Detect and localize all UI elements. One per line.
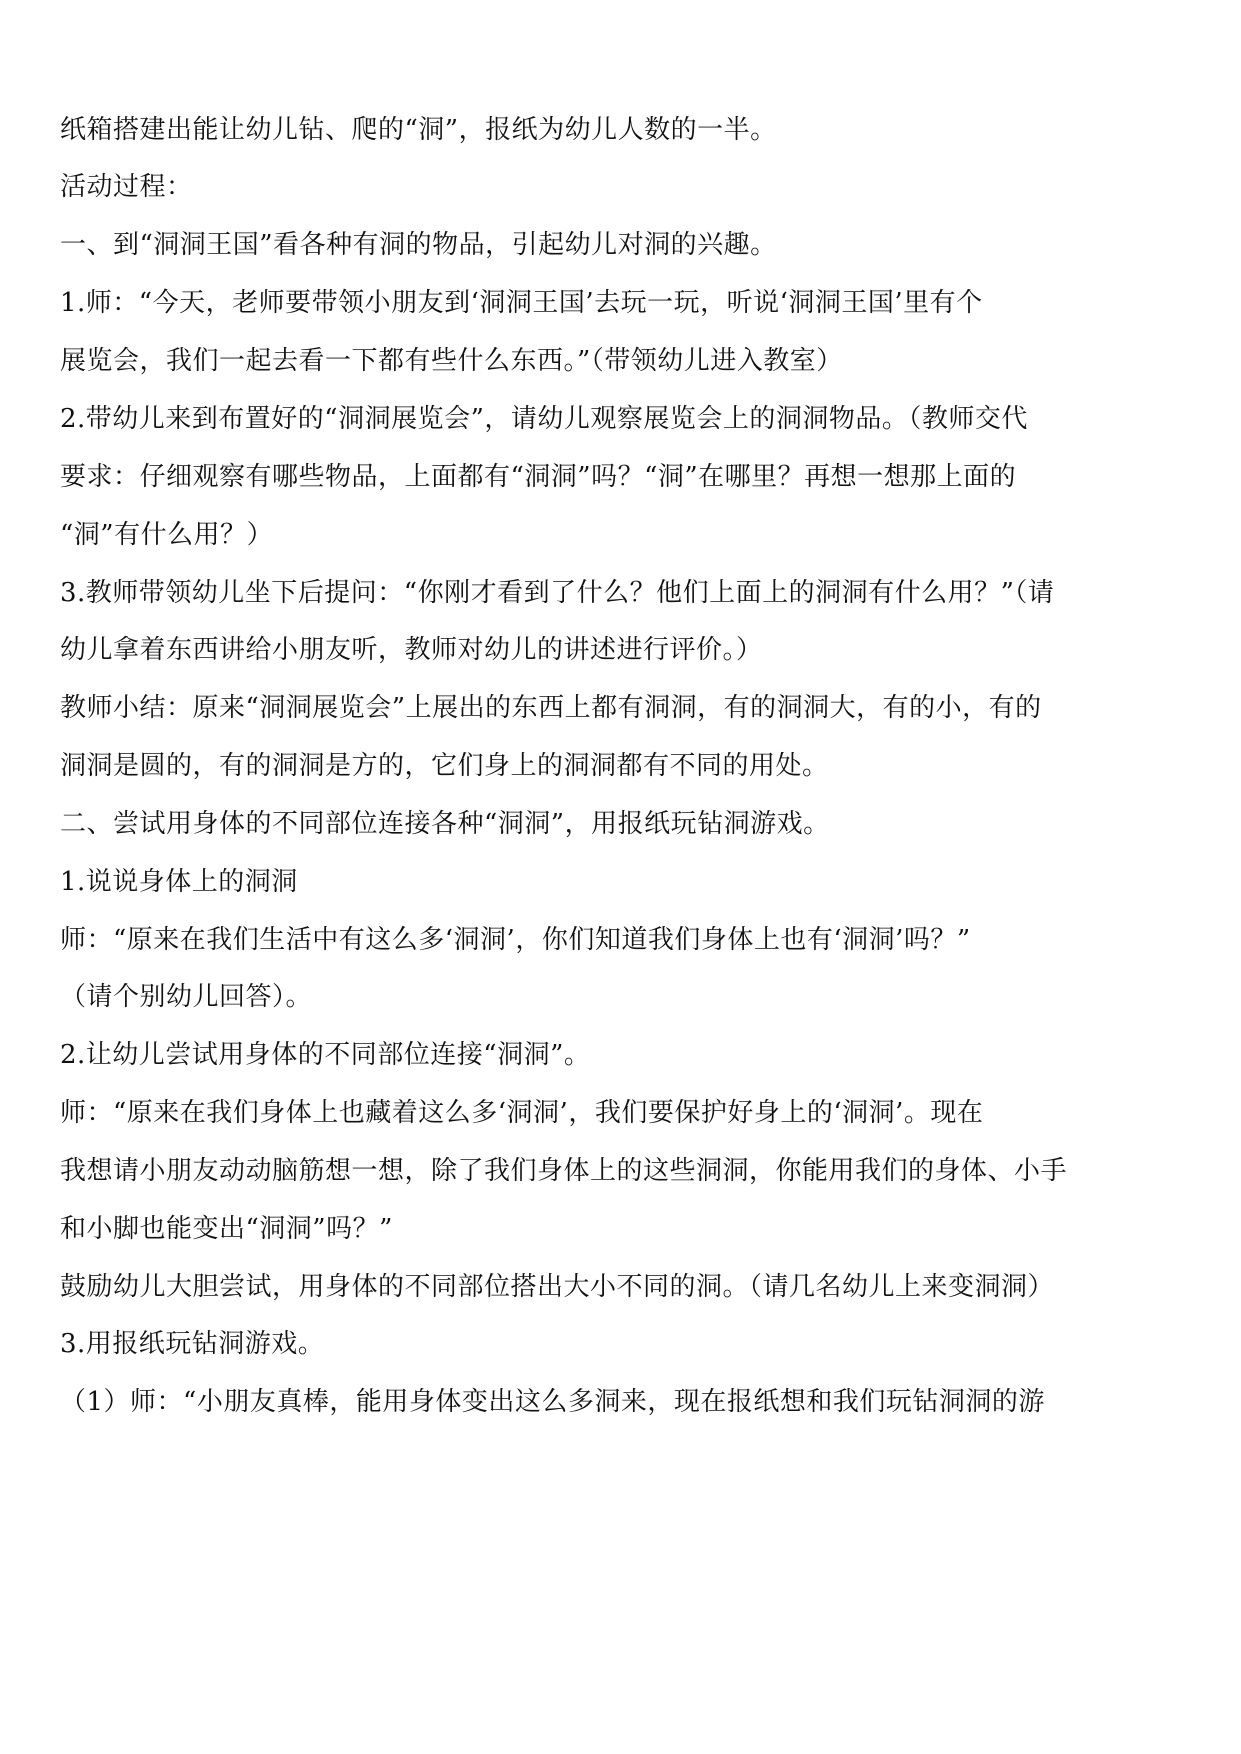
text-line: “洞”有什么用？） [60, 520, 274, 550]
text-line: 要求：仔细观察有哪些物品，上面都有“洞洞”吗？“洞”在哪里？再想一想那上面的 [60, 462, 1017, 492]
text-line: 2.让幼儿尝试用身体的不同部位连接“洞洞”。 [60, 1040, 591, 1070]
text-line: 活动过程： [60, 172, 193, 202]
text-line: 我想请小朋友动动脑筋想一想，除了我们身体上的这些洞洞，你能用我们的身体、小手 [60, 1156, 1068, 1186]
text-line: 师：“原来在我们生活中有这么多‘洞洞’，你们知道我们身体上也有‘洞洞’吗？” [60, 925, 971, 955]
text-line: 1.说说身体上的洞洞 [60, 867, 298, 897]
text-line: 一、到“洞洞王国”看各种有洞的物品，引起幼儿对洞的兴趣。 [60, 230, 777, 260]
text-line: 教师小结：原来“洞洞展览会”上展出的东西上都有洞洞，有的洞洞大，有的小，有的 [60, 693, 1042, 723]
text-line: （1）师：“小朋友真棒，能用身体变出这么多洞来，现在报纸想和我们玩钻洞洞的游 [60, 1387, 1045, 1417]
text-line: 纸箱搭建出能让幼儿钻、爬的“洞”，报纸为幼儿人数的一半。 [60, 115, 777, 145]
text-line: 3.用报纸玩钻洞游戏。 [60, 1329, 325, 1359]
text-line: 洞洞是圆的，有的洞洞是方的，它们身上的洞洞都有不同的用处。 [60, 751, 829, 781]
text-line: 2.带幼儿来到布置好的“洞洞展览会”，请幼儿观察展览会上的洞洞物品。（教师交代 [60, 404, 1028, 434]
text-line: 1.师：“今天，老师要带领小朋友到‘洞洞王国’去玩一玩，听说‘洞洞王国’里有个 [60, 288, 983, 318]
text-line: 二、尝试用身体的不同部位连接各种“洞洞”，用报纸玩钻洞游戏。 [60, 809, 830, 839]
text-line: 3.教师带领幼儿坐下后提问：“你刚才看到了什么？他们上面上的洞洞有什么用？”（请 [60, 578, 1055, 608]
text-line: 和小脚也能变出“洞洞”吗？” [60, 1214, 393, 1244]
text-line: 师：“原来在我们身体上也藏着这么多‘洞洞’，我们要保护好身上的‘洞洞’。现在 [60, 1098, 984, 1128]
text-line: 展览会，我们一起去看一下都有些什么东西。”（带领幼儿进入教室） [60, 346, 843, 376]
text-line: 幼儿拿着东西讲给小朋友听，教师对幼儿的讲述进行评价。） [60, 635, 763, 665]
text-line: 鼓励幼儿大胆尝试，用身体的不同部位搭出大小不同的洞。（请几名幼儿上来变洞洞） [60, 1272, 1055, 1302]
text-line: （请个别幼儿回答）。 [60, 982, 313, 1012]
